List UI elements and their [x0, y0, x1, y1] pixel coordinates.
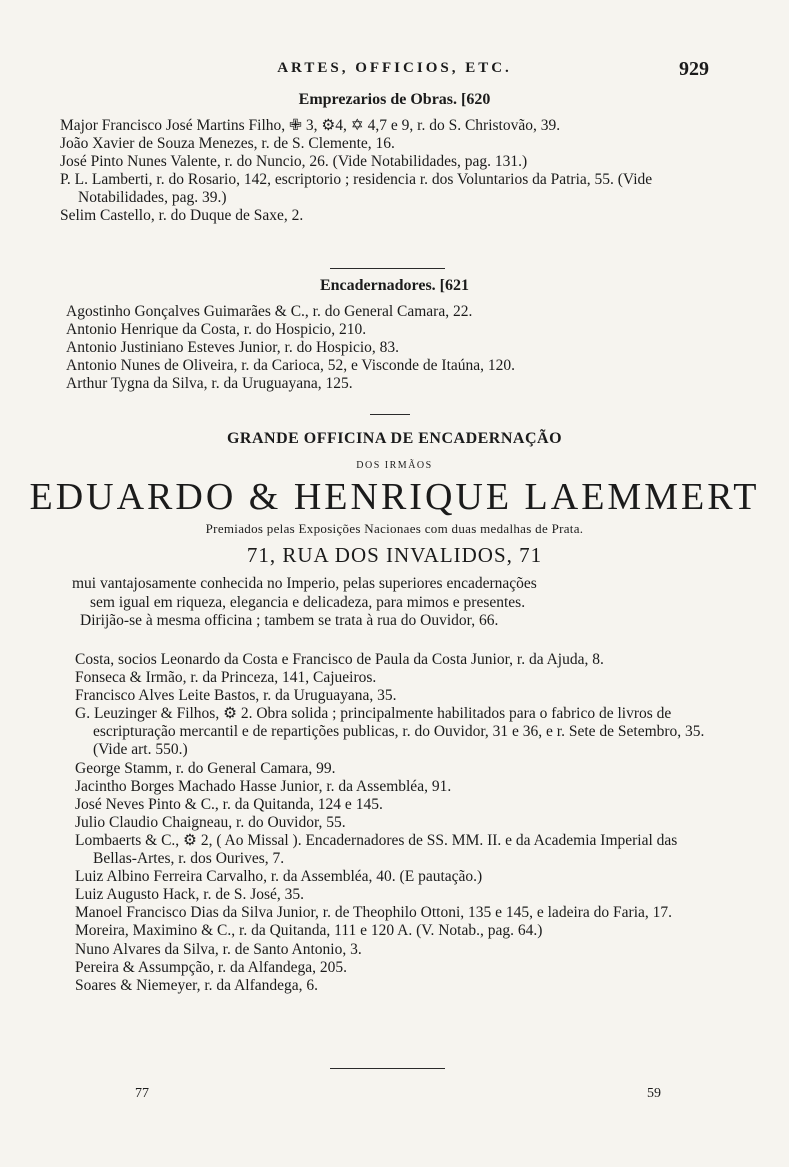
list-item: Lombaerts & C., ⚙ 2, ( Ao Missal ). Encadernadores de SS. MM. II. e da Academia Imperial das Bellas-Artes, r. dos Ourives, 7. — [75, 831, 678, 868]
list-item: Antonio Justiniano Esteves Junior, r. do Hospicio, 83. — [66, 339, 400, 356]
advert-body — [72, 575, 712, 631]
list-item: G. Leuzinger & Filhos, ⚙ 2. Obra solida ; principalmente habilitados para o fabrico de livros de escripturação mercantil e de repartições publicas, r. do Ouvidor, 31 e 36, e r. Sete de Setembro, 35. (Vide art. 550.) — [75, 705, 705, 759]
advert-subheading: DOS IRMÃOS — [356, 460, 433, 471]
list-item: Nuno Alvares da Silva, r. de Santo Antonio, 3. — [75, 940, 362, 958]
divider — [330, 268, 445, 269]
list-item: Luiz Augusto Hack, r. de S. José, 35. — [75, 886, 305, 904]
advert-body-line: Dirijão-se à mesma officina ; tambem se trata à rua do Ouvidor, 66. — [80, 612, 499, 629]
list-item: Antonio Nunes de Oliveira, r. da Carioca, 52, e Visconde de Itaúna, 120. — [66, 357, 516, 374]
list-item: Arthur Tygna da Silva, r. da Uruguayana, 125. — [66, 375, 353, 392]
list-item: Costa, socios Leonardo da Costa e Francisco de Paula da Costa Junior, r. da Ajuda, 8. — [75, 651, 604, 668]
section-heading-emprezarios: Emprezarios de Obras. [620 — [298, 91, 491, 108]
advert-body-line: sem igual em riqueza, elegancia e delicadeza, para mimos e presentes. — [90, 593, 526, 611]
advert-company-name: EDUARDO & HENRIQUE LAEMMERT — [29, 476, 760, 518]
list-item: Fonseca & Irmão, r. da Princeza, 141, Cajueiros. — [75, 669, 377, 687]
encadernadores-list — [66, 303, 716, 393]
list-item: Manoel Francisco Dias da Silva Junior, r. de Theophilo Ottoni, 135 e 145, e ladeira do Faria, 17. — [75, 904, 673, 922]
list-item: João Xavier de Souza Menezes, r. de S. Clemente, 16. — [60, 135, 395, 152]
list-item: Moreira, Maximino & C., r. da Quitanda, 111 e 120 A. (V. Notab., pag. 64.) — [75, 922, 543, 940]
running-head — [0, 60, 789, 88]
advert-awards: Premiados pelas Exposições Nacionaes com duas medalhas de Prata. — [205, 521, 584, 536]
list-item: George Stamm, r. do General Camara, 99. — [75, 759, 336, 777]
list-item: Agostinho Gonçalves Guimarães & C., r. do General Camara, 22. — [66, 303, 473, 320]
emprezarios-list — [60, 117, 720, 225]
section-heading-encadernadores: Encadernadores. [621 — [319, 277, 470, 294]
list-item: Selim Castello, r. do Duque de Saxe, 2. — [60, 207, 304, 224]
list-item: José Neves Pinto & C., r. da Quitanda, 124 e 145. — [75, 795, 383, 813]
list-item: José Pinto Nunes Valente, r. do Nuncio, 26. (Vide Notabilidades, pag. 131.) — [60, 153, 528, 170]
page-footer — [0, 1086, 789, 1106]
advert-body-line: mui vantajosamente conhecida no Imperio, pelas superiores encadernações — [72, 575, 537, 592]
list-item: Jacintho Borges Machado Hasse Junior, r. da Assembléa, 91. — [75, 777, 452, 795]
list-item: Antonio Henrique da Costa, r. do Hospicio, 210. — [66, 321, 367, 338]
advert-heading: GRANDE OFFICINA DE ENCADERNAÇÃO — [226, 430, 563, 447]
list-item: Luiz Albino Ferreira Carvalho, r. da Assembléa, 40. (E pautação.) — [75, 868, 483, 886]
list-item: P. L. Lamberti, r. do Rosario, 142, escriptorio ; residencia r. dos Voluntarios da Patria, 55. (Vide Notabilidades, pag. 39.) — [60, 171, 653, 206]
advert-address: 71, RUA DOS INVALIDOS, 71 — [246, 543, 543, 567]
list-item: Pereira & Assumpção, r. da Alfandega, 205. — [75, 958, 348, 976]
running-title: ARTES, OFFICIOS, ETC. — [277, 60, 512, 76]
list-item: Julio Claudio Chaigneau, r. do Ouvidor, 55. — [75, 813, 346, 831]
list-item: Francisco Alves Leite Bastos, r. da Uruguayana, 35. — [75, 687, 397, 705]
encadernadores-list-continued — [75, 651, 715, 995]
list-item: Major Francisco José Martins Filho, ✙ 3, ⚙4, ✡ 4,7 e 9, r. do S. Christovão, 39. — [60, 117, 561, 134]
page-number: 929 — [679, 58, 709, 80]
footer-signature-left: 77 — [135, 1086, 149, 1101]
divider — [370, 414, 410, 415]
list-item: Soares & Niemeyer, r. da Alfandega, 6. — [75, 976, 318, 994]
divider — [330, 1068, 445, 1069]
footer-signature-right: 59 — [647, 1086, 661, 1101]
